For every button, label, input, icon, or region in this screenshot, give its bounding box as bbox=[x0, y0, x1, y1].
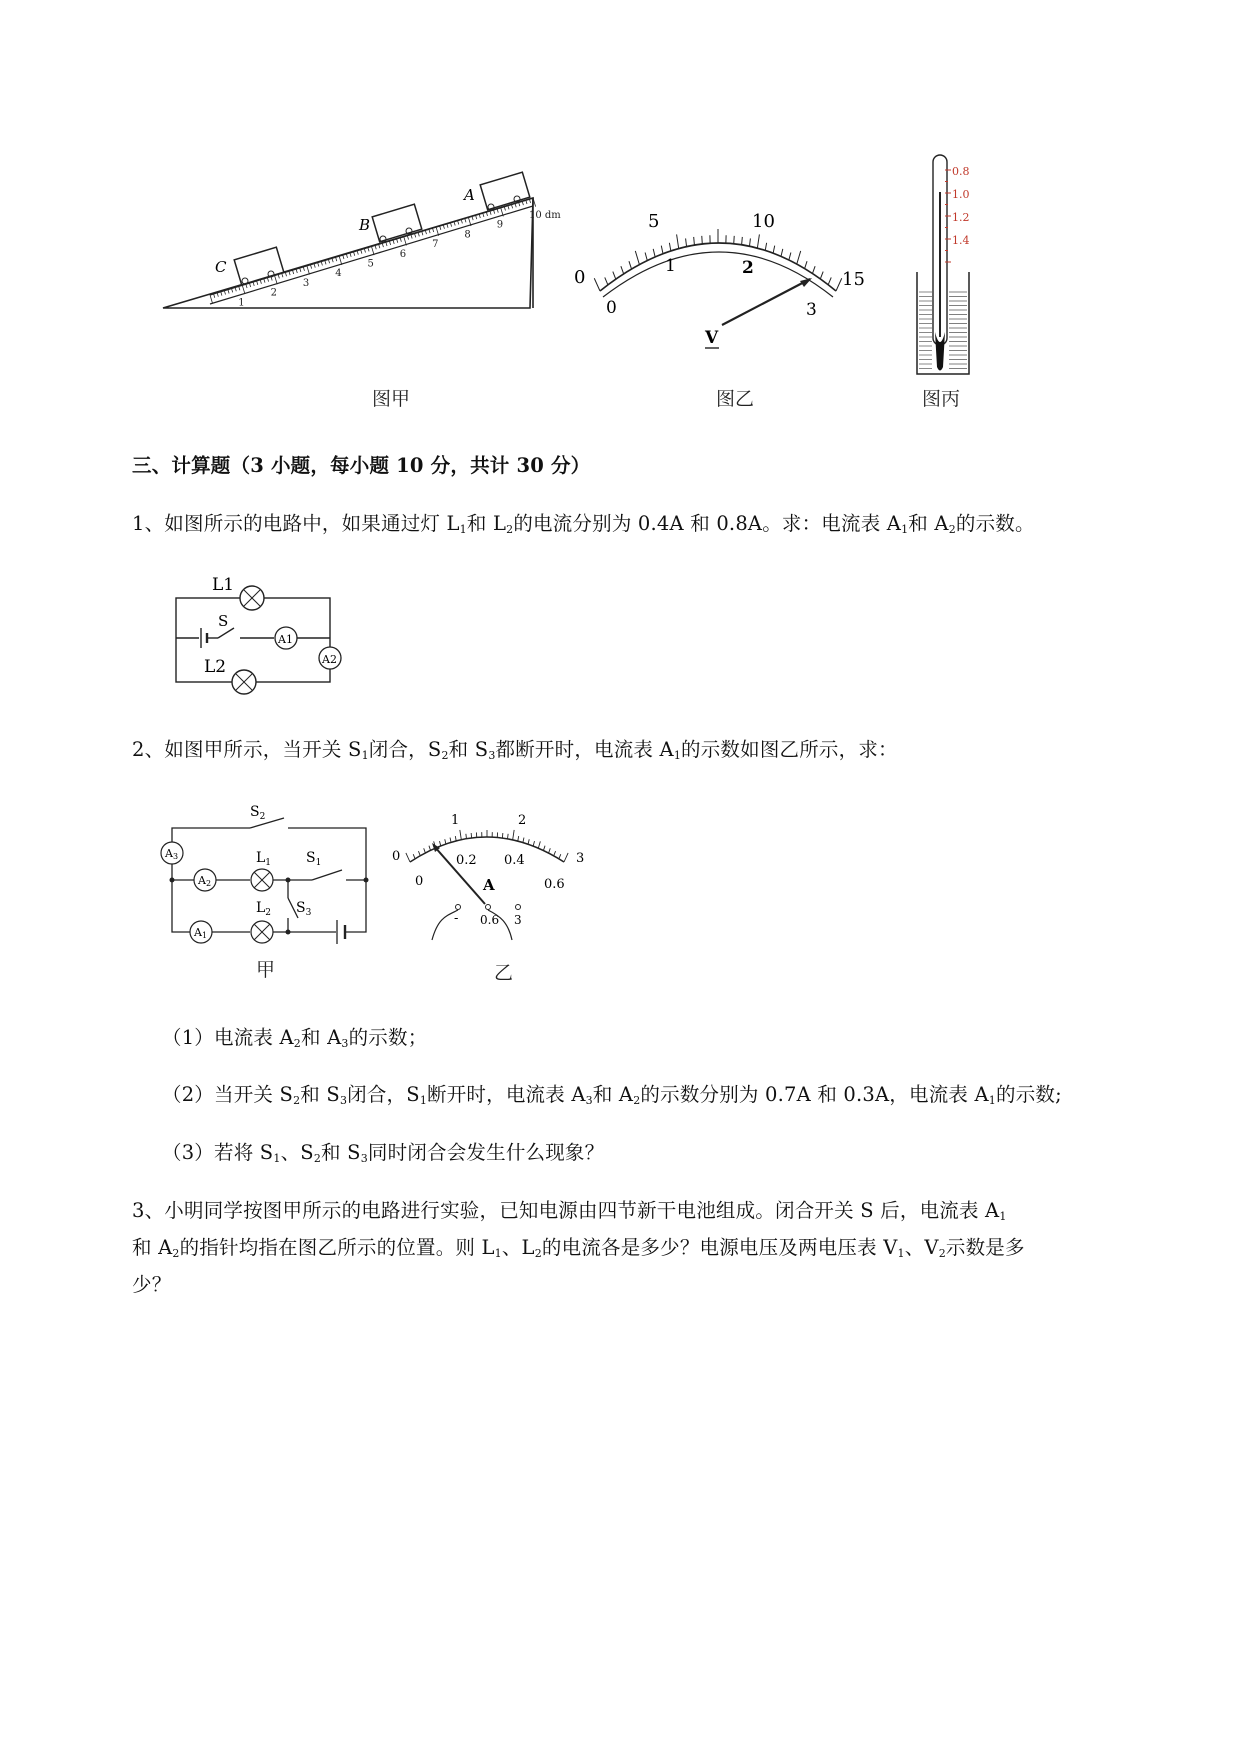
ruler-tick bbox=[519, 202, 520, 206]
ruler-tick bbox=[325, 261, 326, 265]
q2-label-l2: $L_2$ bbox=[256, 900, 272, 918]
ruler-tick bbox=[339, 256, 342, 265]
q2-label-s3: $S_3$ bbox=[296, 900, 312, 918]
ruler-tick bbox=[232, 289, 233, 293]
q3-line1: 3、小明同学按图甲所示的电路进行实验，已知电源由四节新干电池组成。闭合开关 S 后，电流表 $A_1$ bbox=[132, 1199, 1007, 1223]
ruler-tick bbox=[504, 207, 505, 211]
volt-big-10: 10 bbox=[752, 211, 775, 232]
amm-tick bbox=[413, 854, 415, 859]
ruler-tick bbox=[346, 254, 347, 258]
ruler-tick bbox=[422, 231, 423, 235]
amm-top-3: 3 bbox=[576, 851, 585, 866]
ruler-tick bbox=[454, 222, 455, 226]
ruler-tick bbox=[293, 270, 294, 274]
ruler-tick bbox=[217, 293, 218, 297]
ruler-tick bbox=[443, 225, 444, 229]
ruler-tick bbox=[242, 285, 245, 294]
volt-tick bbox=[797, 251, 801, 264]
amm-letter: A bbox=[483, 876, 495, 894]
amm-tick bbox=[445, 839, 446, 844]
ruler-tick bbox=[300, 268, 301, 272]
ruler-tick bbox=[400, 238, 401, 242]
ruler-tick bbox=[264, 279, 265, 283]
volt-small-2: 2 bbox=[742, 258, 754, 278]
q3-line2: 和 $A_2$的指针均指在图乙所示的位置。则 $L_1$、$L_2$的电流各是多少？电源电压及两电压表 $V_1$、$V_2$示数是多 bbox=[132, 1236, 1025, 1260]
q1-text: 1、如图所示的电路中，如果通过灯 $L_1$和 $L_2$的电流分别为 0.4A 和 0.8A。求：电流表 $A_1$和 $A_2$的示数。 bbox=[132, 512, 1035, 536]
ruler-tick bbox=[450, 223, 451, 227]
ruler-tick bbox=[440, 226, 441, 230]
amm-bot-02: 0.2 bbox=[456, 853, 477, 868]
thermo-08: 0.8 bbox=[952, 165, 970, 178]
volt-big-5: 5 bbox=[648, 211, 660, 232]
ruler-tick bbox=[224, 291, 225, 295]
ruler-tick bbox=[522, 201, 523, 205]
ruler-tick bbox=[249, 283, 250, 287]
amm-tick bbox=[424, 848, 426, 853]
ruler-tick bbox=[221, 292, 222, 296]
ruler-tick bbox=[458, 221, 459, 225]
caption-q2-circuit: 甲 bbox=[256, 959, 276, 981]
ruler-tick bbox=[289, 271, 290, 275]
amm-tick bbox=[549, 848, 551, 853]
cart-a bbox=[480, 172, 530, 210]
ruler-number: 1 bbox=[238, 297, 245, 309]
ruler-tick bbox=[529, 199, 530, 203]
volt-big-0: 0 bbox=[574, 267, 586, 288]
q2-sub1: （1）电流表 $A_2$和 $A_3$的示数； bbox=[162, 1026, 428, 1050]
ruler-tick bbox=[465, 218, 466, 222]
volt-tick bbox=[836, 278, 842, 291]
ruler-tick bbox=[321, 262, 322, 266]
ruler-tick bbox=[260, 280, 261, 284]
ruler-number: 10 dm bbox=[529, 210, 561, 221]
amm-tick bbox=[564, 853, 568, 862]
ruler-tick bbox=[418, 232, 419, 236]
ruler-tick bbox=[397, 239, 398, 243]
amm-tick bbox=[508, 834, 509, 839]
q2-label-a1: A1 bbox=[194, 926, 208, 940]
amm-tick bbox=[528, 839, 529, 844]
amm-tick bbox=[523, 838, 524, 843]
q1-label-a2: A2 bbox=[322, 653, 337, 666]
ruler-tick bbox=[328, 259, 329, 263]
amm-top-1: 1 bbox=[451, 813, 460, 828]
volt-tick bbox=[828, 277, 831, 284]
volt-tick bbox=[805, 261, 808, 269]
volt-tick bbox=[661, 246, 663, 254]
amm-tick bbox=[518, 836, 519, 841]
ruler-tick bbox=[461, 220, 462, 224]
ruler-tick bbox=[318, 263, 319, 267]
amm-tick bbox=[439, 841, 440, 846]
q2-label-s1: $S_1$ bbox=[306, 850, 322, 868]
ruler-tick bbox=[476, 215, 477, 219]
amm-tick bbox=[466, 834, 467, 839]
amm-tick bbox=[513, 830, 514, 840]
q2-label-s2: $S_2$ bbox=[250, 804, 266, 822]
ruler-tick bbox=[511, 204, 512, 208]
ruler-tick bbox=[425, 230, 426, 234]
amm-term-neg: - bbox=[454, 911, 459, 926]
ruler-tick bbox=[508, 206, 509, 210]
ruler-tick bbox=[267, 278, 268, 282]
amm-tick bbox=[455, 836, 456, 841]
caption-thermometer: 图丙 bbox=[922, 388, 961, 410]
amm-tick bbox=[406, 853, 410, 862]
amm-tick bbox=[450, 838, 451, 843]
volt-tick bbox=[773, 246, 775, 254]
ruler-tick bbox=[361, 250, 362, 254]
ruler-number: 2 bbox=[270, 287, 277, 299]
ruler-tick bbox=[375, 245, 376, 249]
volt-needle bbox=[722, 279, 810, 325]
amm-tick bbox=[538, 841, 540, 848]
ruler-tick bbox=[253, 282, 254, 286]
volt-tick bbox=[812, 266, 815, 274]
ruler-tick bbox=[303, 267, 304, 271]
q1-label-l2: L2 bbox=[204, 657, 227, 677]
q2-label-l1: $L_1$ bbox=[256, 850, 272, 868]
ruler-tick bbox=[275, 276, 278, 285]
amm-tick bbox=[429, 846, 431, 851]
volt-letter: V bbox=[705, 328, 719, 348]
ruler-tick bbox=[336, 257, 337, 261]
ruler-tick bbox=[497, 209, 498, 213]
ruler-tick bbox=[372, 247, 375, 256]
thermo-10: 1.0 bbox=[952, 188, 970, 201]
ruler-tick bbox=[257, 281, 258, 285]
cart-b bbox=[372, 204, 422, 242]
ruler-tick bbox=[429, 229, 430, 233]
thermo-12: 1.2 bbox=[952, 211, 970, 224]
ruler-tick bbox=[515, 203, 516, 207]
ruler-number: 7 bbox=[432, 239, 439, 251]
amm-tick bbox=[418, 851, 420, 856]
q2-sub2: （2）当开关 $S_2$和 $S_3$闭合，$S_1$断开时，电流表 $A_3$和 $A_2$的示数分别为 0.7A 和 0.3A，电流表 $A_1$的示数; bbox=[162, 1083, 1062, 1107]
ruler-tick bbox=[210, 295, 213, 304]
volt-big-15: 15 bbox=[842, 269, 865, 290]
volt-tick bbox=[605, 277, 608, 284]
ruler-tick bbox=[278, 275, 279, 279]
ruler-tick bbox=[411, 235, 412, 239]
volt-tick bbox=[635, 251, 639, 264]
q1-label-s: S bbox=[218, 612, 229, 630]
ruler-tick bbox=[285, 272, 286, 276]
volt-tick bbox=[621, 266, 624, 274]
volt-small-1: 1 bbox=[665, 256, 676, 276]
q1-label-l1: L1 bbox=[212, 575, 235, 595]
volt-tick bbox=[820, 272, 823, 279]
ruler-tick bbox=[307, 266, 310, 275]
ruler-tick bbox=[246, 284, 247, 288]
volt-tick bbox=[765, 243, 766, 251]
volt-tick bbox=[686, 238, 687, 246]
ruler-number: 9 bbox=[496, 219, 504, 231]
ruler-number: 6 bbox=[399, 248, 407, 260]
q2-label-a3: A3 bbox=[165, 847, 179, 861]
ruler-number: 8 bbox=[464, 229, 471, 241]
volt-tick bbox=[594, 278, 600, 291]
ruler-tick bbox=[368, 248, 369, 252]
thermo-14: 1.4 bbox=[952, 234, 970, 247]
ruler-tick bbox=[379, 244, 380, 248]
thermometer-figure bbox=[912, 152, 982, 380]
amm-top-2: 2 bbox=[518, 813, 527, 828]
amm-bot-0: 0 bbox=[415, 874, 424, 889]
volt-tick bbox=[781, 249, 783, 257]
amm-tick bbox=[543, 846, 545, 851]
amm-tick bbox=[533, 841, 534, 846]
section-title: 三、计算题（3 小题，每小题 10 分，共计 30 分） bbox=[132, 454, 591, 477]
ruler-tick bbox=[479, 214, 480, 218]
volt-small-0: 0 bbox=[606, 298, 617, 318]
amm-tick bbox=[460, 830, 461, 840]
ruler-tick bbox=[389, 241, 390, 245]
volt-tick bbox=[694, 237, 695, 245]
q2-text: 2、如图甲所示，当开关 $S_1$闭合，$S_2$和 $S_3$都断开时，电流表 $A_1$的示数如图乙所示，求： bbox=[132, 738, 898, 762]
ruler-tick bbox=[354, 252, 355, 256]
volt-tick bbox=[757, 234, 759, 248]
amm-term-06: 0.6 bbox=[480, 913, 500, 927]
amm-tick bbox=[559, 854, 561, 859]
ruler-tick bbox=[332, 258, 333, 262]
label-b: B bbox=[359, 216, 371, 234]
ruler-tick bbox=[314, 264, 315, 268]
label-a: A bbox=[464, 186, 475, 204]
ruler-tick bbox=[386, 242, 387, 246]
ruler-tick bbox=[350, 253, 351, 257]
ruler-tick bbox=[364, 249, 365, 253]
ruler-tick bbox=[415, 234, 416, 238]
amm-bot-04: 0.4 bbox=[504, 853, 525, 868]
q3-line3: 少？ bbox=[132, 1273, 172, 1296]
volt-small-3: 3 bbox=[806, 300, 817, 320]
incline-figure bbox=[155, 168, 561, 318]
volt-tick bbox=[669, 243, 670, 251]
ruler-tick bbox=[407, 236, 408, 240]
q2-label-a2: A2 bbox=[198, 874, 212, 888]
volt-tick bbox=[653, 249, 655, 257]
ruler-tick bbox=[228, 290, 229, 294]
q2-sub3: （3）若将 $S_1$、$S_2$和 $S_3$同时闭合会发生什么现象？ bbox=[162, 1141, 605, 1165]
ruler-tick bbox=[282, 273, 283, 277]
ruler-number: 5 bbox=[367, 258, 374, 270]
ruler-tick bbox=[357, 251, 358, 255]
ruler-tick bbox=[214, 294, 215, 298]
ruler-tick bbox=[486, 212, 487, 216]
amm-term-3: 3 bbox=[514, 913, 522, 927]
caption-voltmeter: 图乙 bbox=[716, 388, 755, 410]
volt-tick bbox=[613, 272, 616, 279]
volt-tick bbox=[677, 234, 679, 248]
volt-tick bbox=[742, 237, 743, 245]
caption-incline: 图甲 bbox=[372, 388, 411, 410]
ruler-tick bbox=[483, 213, 484, 217]
ruler-number: 4 bbox=[335, 268, 342, 280]
caption-q2-ammeter: 乙 bbox=[494, 962, 514, 984]
ruler-tick bbox=[310, 265, 311, 269]
ruler-number: 3 bbox=[302, 277, 310, 289]
cart-c bbox=[234, 247, 284, 285]
q2-ammeter bbox=[388, 810, 588, 950]
ruler-tick bbox=[472, 216, 473, 220]
q1-circuit bbox=[170, 572, 350, 702]
ruler-tick bbox=[433, 228, 434, 232]
ruler-tick bbox=[526, 200, 527, 204]
ruler-tick bbox=[494, 210, 495, 214]
ruler-tick bbox=[393, 240, 394, 244]
ruler-tick bbox=[235, 287, 236, 291]
ruler-tick bbox=[404, 237, 407, 246]
q2-circuit bbox=[150, 800, 380, 980]
label-c: C bbox=[215, 258, 227, 276]
amm-tick bbox=[554, 851, 556, 856]
ruler-tick bbox=[382, 243, 383, 247]
ruler-tick bbox=[447, 224, 448, 228]
volt-tick bbox=[789, 253, 791, 261]
amm-bot-06: 0.6 bbox=[544, 877, 565, 892]
ruler-tick bbox=[239, 286, 240, 290]
ruler-tick bbox=[343, 255, 344, 259]
ruler-tick bbox=[490, 211, 491, 215]
volt-tick bbox=[645, 253, 647, 261]
ruler-tick bbox=[296, 269, 297, 273]
amm-top-0: 0 bbox=[392, 849, 401, 864]
q1-label-a1: A1 bbox=[278, 633, 293, 646]
volt-tick bbox=[749, 238, 750, 246]
volt-tick bbox=[629, 261, 632, 269]
voltmeter-figure bbox=[568, 205, 873, 355]
